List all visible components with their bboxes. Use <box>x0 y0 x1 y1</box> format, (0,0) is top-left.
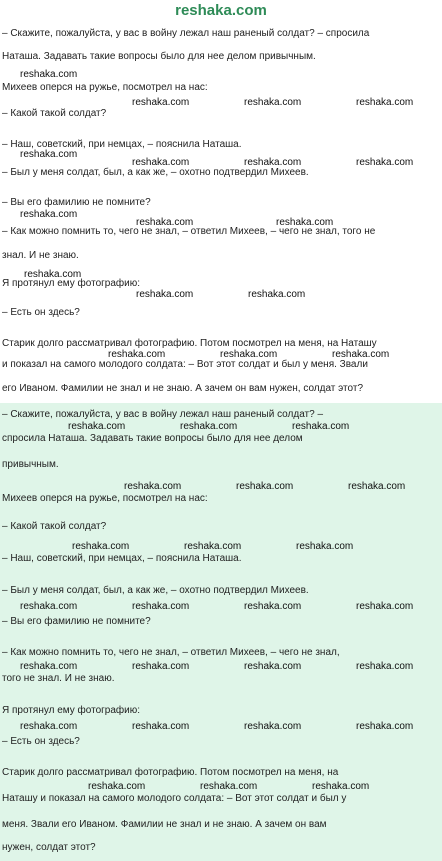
watermark: reshaka.com <box>236 481 294 492</box>
watermark: reshaka.com <box>244 661 302 672</box>
watermark: reshaka.com <box>200 781 258 792</box>
watermark: reshaka.com <box>20 209 78 220</box>
watermark: reshaka.com <box>20 149 78 160</box>
paragraph-line: – Есть он здесь? <box>2 736 80 747</box>
watermark: reshaka.com <box>276 217 334 228</box>
watermark: reshaka.com <box>136 217 194 228</box>
watermark: reshaka.com <box>20 661 78 672</box>
watermark: reshaka.com <box>132 157 190 168</box>
paragraph-line: Наташа. Задавать такие вопросы было для нее делом привычным. <box>2 51 316 62</box>
paragraph-line: Старик долго рассматривал фотографию. Потом посмотрел на меня, на Наташу <box>2 338 377 349</box>
watermark: reshaka.com <box>356 721 414 732</box>
watermark: reshaka.com <box>292 421 350 432</box>
paragraph-line: – Как можно помнить то, чего не знал, – ответил Михеев, – чего не знал, того не <box>2 226 376 237</box>
watermark: reshaka.com <box>244 601 302 612</box>
header <box>0 0 442 24</box>
watermark: reshaka.com <box>20 721 78 732</box>
paragraph-line: – Вы его фамилию не помните? <box>2 197 151 208</box>
paragraph-line: его Иваном. Фамилии не знал и не знаю. А зачем он вам нужен, солдат этот? <box>2 383 364 394</box>
watermark: reshaka.com <box>20 69 78 80</box>
paragraph-line: – Наш, советский, при немцах, – пояснила Наташа. <box>2 139 242 150</box>
watermark: reshaka.com <box>332 349 390 360</box>
watermark: reshaka.com <box>132 601 190 612</box>
watermark: reshaka.com <box>356 157 414 168</box>
watermark: reshaka.com <box>356 661 414 672</box>
watermark: reshaka.com <box>88 781 146 792</box>
watermark: reshaka.com <box>220 349 278 360</box>
paragraph-line: – Есть он здесь? <box>2 307 80 318</box>
paragraph-line: и показал на самого молодого солдата: – Вот этот солдат и был у меня. Звали <box>2 359 368 370</box>
paragraph-line: меня. Звали его Иваном. Фамилии не знал и не знаю. А зачем он вам <box>2 819 327 830</box>
paragraph-line: Михеев оперся на ружье, посмотрел на нас: <box>2 493 208 504</box>
paragraph-line: знал. И не знаю. <box>2 250 79 261</box>
paragraph-line: – Наш, советский, при немцах, – пояснила Наташа. <box>2 553 242 564</box>
watermark: reshaka.com <box>136 289 194 300</box>
paragraph-line: – Скажите, пожалуйста, у вас в войну лежал наш раненый солдат? – <box>2 409 324 420</box>
watermark: reshaka.com <box>132 721 190 732</box>
watermark: reshaka.com <box>356 601 414 612</box>
watermark: reshaka.com <box>68 421 126 432</box>
watermark: reshaka.com <box>24 269 82 280</box>
watermark: reshaka.com <box>132 97 190 108</box>
watermark: reshaka.com <box>356 97 414 108</box>
watermark: reshaka.com <box>124 481 182 492</box>
paragraph-line: того не знал. И не знаю. <box>2 673 115 684</box>
paragraph-line: – Как можно помнить то, чего не знал, – ответил Михеев, – чего не знал, <box>2 647 340 658</box>
watermark: reshaka.com <box>108 349 166 360</box>
watermark: reshaka.com <box>180 421 238 432</box>
watermark: reshaka.com <box>244 721 302 732</box>
watermark: reshaka.com <box>20 601 78 612</box>
paragraph-line: – Какой такой солдат? <box>2 108 107 119</box>
watermark: reshaka.com <box>72 541 130 552</box>
paragraph-line: – Был у меня солдат, был, а как же, – охотно подтвердил Михеев. <box>2 167 309 178</box>
paragraph-line: спросила Наташа. Задавать такие вопросы было для нее делом <box>2 433 303 444</box>
watermark: reshaka.com <box>248 289 306 300</box>
watermark: reshaka.com <box>132 661 190 672</box>
paragraph-line: привычным. <box>2 459 59 470</box>
paragraph-line: Я протянул ему фотографию: <box>2 278 141 289</box>
paragraph-line: – Какой такой солдат? <box>2 521 107 532</box>
watermark: reshaka.com <box>296 541 354 552</box>
watermark: reshaka.com <box>244 157 302 168</box>
paragraph-line: – Скажите, пожалуйста, у вас в войну лежал наш раненый солдат? – спросила <box>2 28 370 39</box>
paragraph-line: Я протянул ему фотографию: <box>2 705 141 716</box>
paragraph-line: Старик долго рассматривал фотографию. Потом посмотрел на меня, на <box>2 767 339 778</box>
paragraph-line: нужен, солдат этот? <box>2 842 96 853</box>
paragraph-line: Михеев оперся на ружье, посмотрел на нас: <box>2 82 208 93</box>
paragraph-line: – Был у меня солдат, был, а как же, – охотно подтвердил Михеев. <box>2 585 309 596</box>
watermark: reshaka.com <box>348 481 406 492</box>
paragraph-line: – Вы его фамилию не помните? <box>2 616 151 627</box>
watermark: reshaka.com <box>184 541 242 552</box>
site-title[interactable]: reshaka.com <box>175 2 267 19</box>
watermark: reshaka.com <box>312 781 370 792</box>
watermark: reshaka.com <box>244 97 302 108</box>
paragraph-line: Наташу и показал на самого молодого солдата: – Вот этот солдат и был у <box>2 793 347 804</box>
